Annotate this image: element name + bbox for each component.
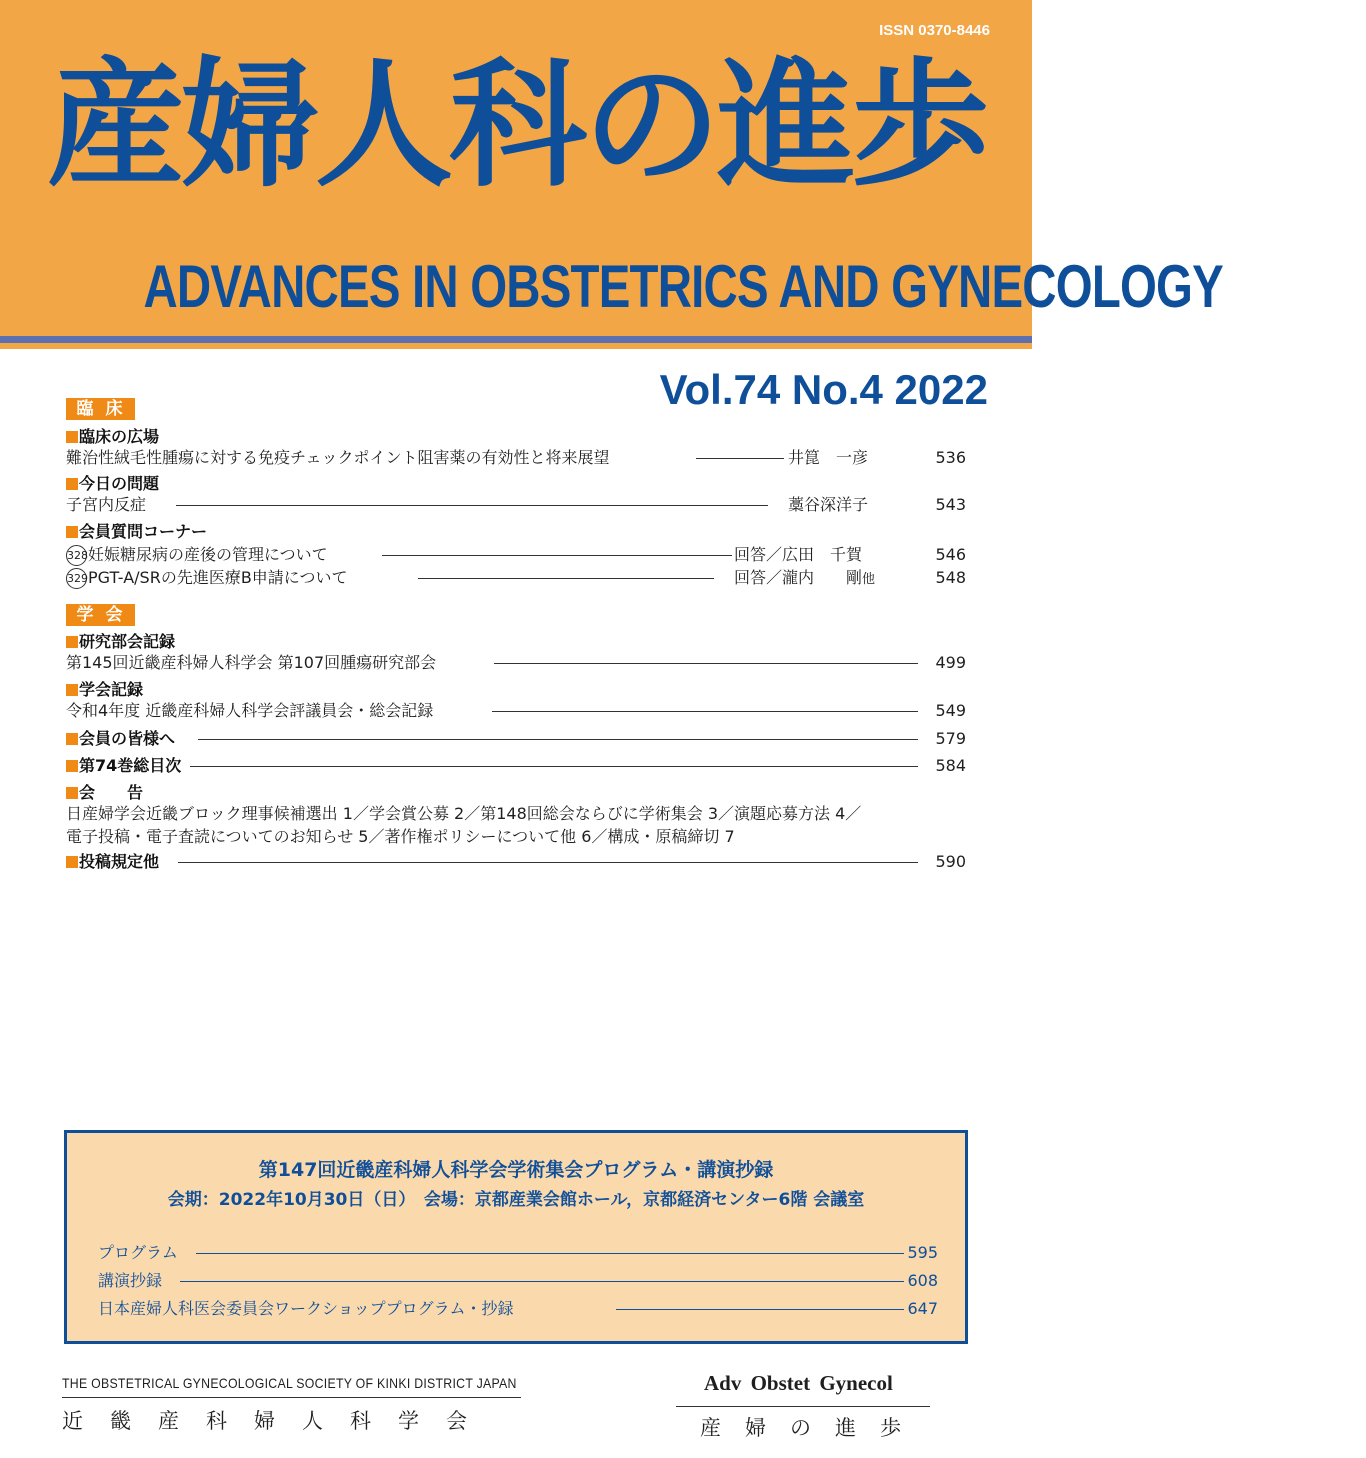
meeting-entry-page: 608 [907, 1271, 938, 1290]
section-label-clinical: 臨床 [66, 398, 135, 420]
entry-page: 579 [935, 729, 966, 748]
meeting-entry-label: 講演抄録 [98, 1271, 163, 1290]
leader-line [180, 1281, 904, 1282]
entry-page: 536 [935, 448, 966, 467]
subsection-member-qa [66, 522, 207, 542]
entry-title: 第145回近畿産科婦人科学会 第107回腫瘍研究部会 [66, 653, 437, 672]
entry-title-wrap [66, 544, 328, 566]
meeting-entry-label: プログラム [98, 1243, 178, 1262]
subsection-heading: 今日の問題 [79, 474, 160, 493]
entry-author-wrap [734, 567, 875, 591]
leader-line [382, 555, 732, 556]
section-label-society: 学会 [66, 604, 135, 626]
bullet-square-icon [66, 684, 78, 696]
toc-entry[interactable] [66, 494, 966, 516]
journal-abbreviation-jp: 産婦の進歩 [700, 1416, 925, 1440]
meeting-entry-page: 647 [907, 1299, 938, 1318]
meeting-dates-venue: 会期：2022年10月30日（日） 会場：京都産業会館ホール，京都経済センター6階 会議室 [167, 1190, 865, 1210]
society-name-en: THE OBSTETRICAL GYNECOLOGICAL SOCIETY OF KINKI DISTRICT JAPAN [62, 1375, 517, 1391]
meeting-entry[interactable] [98, 1269, 938, 1293]
subsection-clinical-plaza [66, 427, 159, 447]
entry-page: 549 [935, 701, 966, 720]
meeting-entry[interactable] [98, 1297, 938, 1321]
meeting-program-box [64, 1130, 968, 1344]
entry-title: 子宮内反症 [66, 495, 147, 514]
toc-entry[interactable] [66, 700, 966, 722]
notices-line-1[interactable]: 日産婦学会近畿ブロック理事候補選出 1／学会賞公募 2／第148回総会ならびに学術集会 3／演題応募方法 4／ [66, 804, 862, 823]
subsection-heading: 会員質問コーナー [79, 522, 208, 541]
journal-title-jp: 産婦人科の進歩 [46, 43, 985, 206]
entry-author: 藁谷深洋子 [788, 495, 869, 514]
toc-entry[interactable] [66, 567, 966, 589]
entry-page: 543 [935, 495, 966, 514]
question-number: 329 [66, 568, 87, 589]
subsection-heading: 会 告 [79, 783, 144, 802]
volume-issue: Vol.74 No.4 2022 [659, 366, 988, 413]
divider-band [0, 336, 1032, 343]
meeting-entry-label: 日本産婦人科医会委員会ワークショッププログラム・抄録 [98, 1299, 514, 1318]
subsection-society-records [66, 680, 143, 700]
entry-title-wrap [66, 567, 347, 589]
entry-title: 妊娠糖尿病の産後の管理について [88, 545, 328, 564]
divider-band-lower [0, 343, 1032, 349]
subsection-heading: 会員の皆様へ [79, 729, 176, 748]
footer-rule-right [676, 1406, 930, 1407]
question-number: 328 [66, 545, 87, 566]
leader-line [196, 1253, 904, 1254]
bullet-square-icon [66, 526, 78, 538]
notices-line-2[interactable]: 電子投稿・電子査読についてのお知らせ 5／著作権ポリシーについて他 6／構成・原稿締切 7 [66, 827, 735, 846]
entry-title: 難治性絨毛性腫瘍に対する免疫チェックポイント阻害薬の有効性と将来展望 [66, 448, 610, 467]
toc-entry[interactable] [66, 544, 966, 566]
entry-title: 令和4年度 近畿産科婦人科学会評議員会・総会記録 [66, 701, 434, 720]
entry-title-wrap [66, 755, 181, 777]
bullet-square-icon [66, 856, 78, 868]
toc-entry-submission[interactable] [66, 851, 966, 873]
leader-line [494, 663, 918, 664]
subsection-research-records [66, 632, 175, 652]
meeting-entry-page: 595 [907, 1243, 938, 1262]
journal-abbreviation: Adv Obstet Gynecol [704, 1371, 893, 1395]
entry-title-wrap [66, 728, 175, 750]
entry-author: 回答／瀧内 剛 [734, 568, 863, 587]
journal-title-en-text: ADVANCES IN OBSTETRICS AND GYNECOLOGY [143, 253, 1223, 320]
society-name-jp: 近畿産科婦人科学会 [62, 1409, 494, 1433]
leader-line [616, 1309, 904, 1310]
subsection-todays-problem [66, 474, 159, 494]
bullet-square-icon [66, 733, 78, 745]
subsection-notices [66, 783, 143, 803]
subsection-heading: 臨床の広場 [79, 427, 160, 446]
leader-line [418, 578, 714, 579]
entry-page: 499 [935, 653, 966, 672]
entry-title-wrap [66, 851, 159, 873]
footer-rule-left [62, 1397, 521, 1398]
entry-page: 546 [935, 545, 966, 564]
entry-author: 回答／広田 千賀 [734, 545, 863, 564]
entry-title: PGT-A/SRの先進医療B申請について [88, 568, 348, 587]
cover-header [0, 0, 1223, 336]
issn: ISSN 0370-8446 [879, 22, 990, 39]
entry-page: 590 [935, 852, 966, 871]
leader-line [190, 766, 918, 767]
toc-entry[interactable] [66, 447, 966, 469]
journal-title-en [0, 250, 1223, 324]
leader-line [492, 711, 918, 712]
bullet-square-icon [66, 478, 78, 490]
bullet-square-icon [66, 787, 78, 799]
entry-page: 548 [935, 568, 966, 587]
entry-author: 井箟 一彦 [788, 448, 869, 467]
leader-line [178, 862, 918, 863]
toc-entry[interactable] [66, 652, 966, 674]
bullet-square-icon [66, 636, 78, 648]
bullet-square-icon [66, 431, 78, 443]
et-al-suffix: 他 [862, 572, 876, 587]
toc-entry-volume-index[interactable] [66, 755, 966, 777]
bullet-square-icon [66, 760, 78, 772]
leader-line [696, 458, 784, 459]
leader-line [176, 505, 768, 506]
meeting-title: 第147回近畿産科婦人科学会学術集会プログラム・講演抄録 [258, 1159, 774, 1181]
meeting-entry[interactable] [98, 1241, 938, 1265]
subsection-heading: 研究部会記録 [79, 632, 176, 651]
subsection-heading: 投稿規定他 [79, 852, 160, 871]
subsection-heading: 学会記録 [79, 680, 144, 699]
entry-page: 584 [935, 756, 966, 775]
leader-line [198, 739, 918, 740]
toc-entry-to-members[interactable] [66, 728, 966, 750]
subsection-heading: 第74巻総目次 [79, 756, 182, 775]
